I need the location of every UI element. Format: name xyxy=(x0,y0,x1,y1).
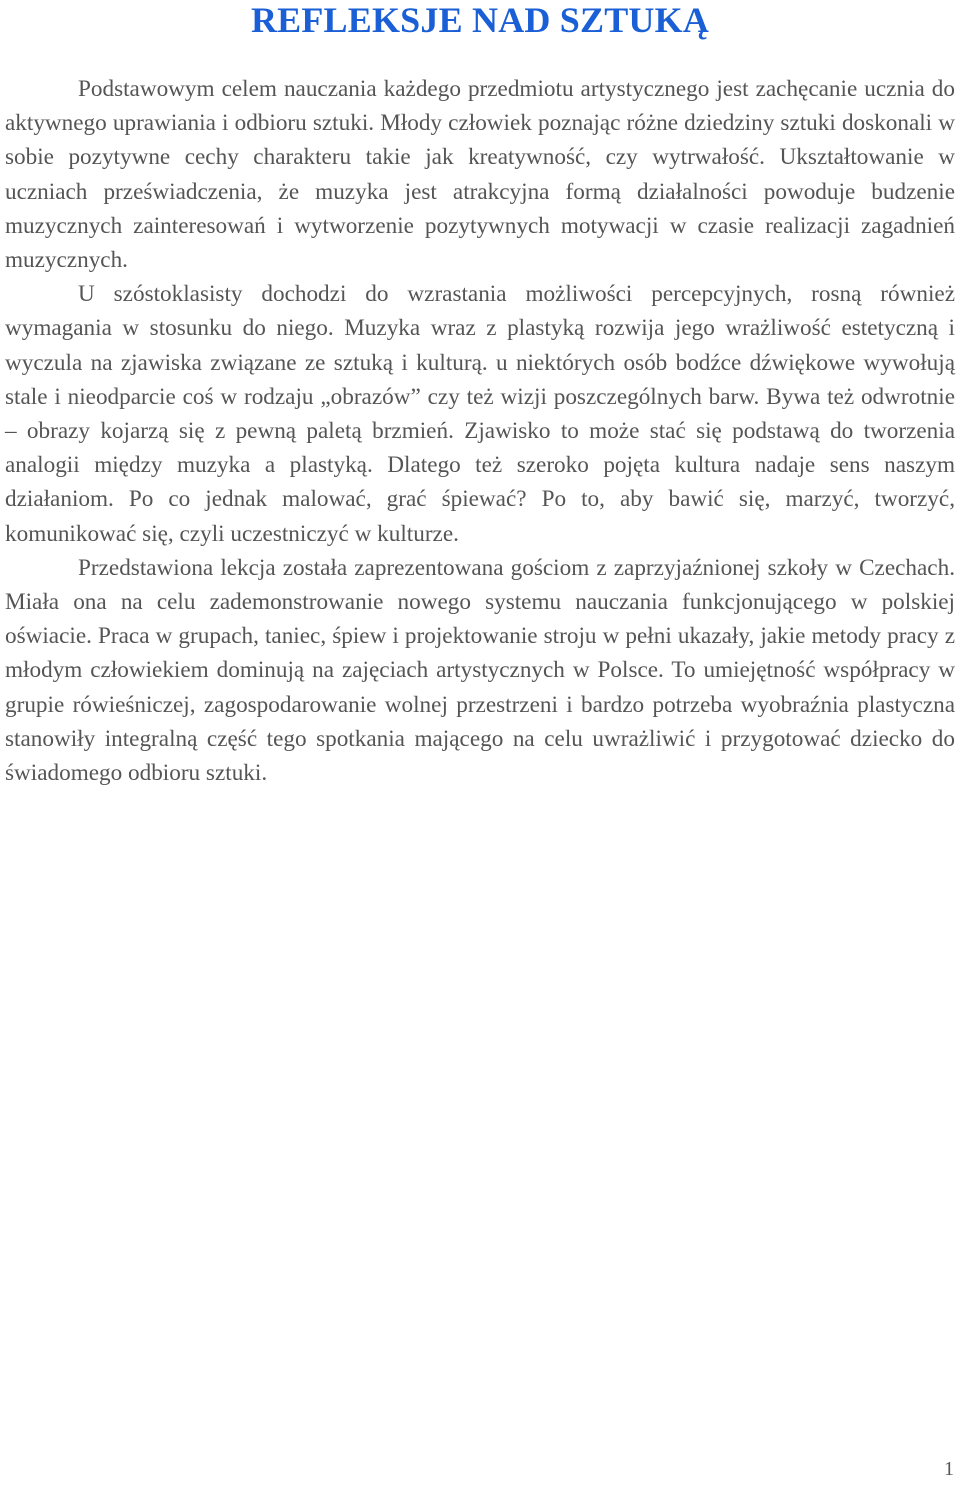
paragraph-2: U szóstoklasisty dochodzi do wzrastania możliwości percepcyjnych, rosną również wymagania w stosunku do niego. Muzyka wraz z plastyką rozwija jego wrażliwość estetyczną i wyczula na zjawiska związane ze sztuką i kulturą. u niektórych osób bodźce dźwiękowe wywołują stale i nieodparcie coś w rodzaju „obrazów” czy też wizji poszczególnych barw. Bywa też odwrotnie – obrazy kojarzą się z pewną paletą brzmień. Zjawisko to może stać się podstawą do tworzenia analogii między muzyka a plastyką. Dlatego też szeroko pojęta kultura nadaje sens naszym działaniom. Po co jednak malować, grać śpiewać? Po to, aby bawić się, marzyć, tworzyć, komunikować się, czyli uczestniczyć w kulturze. xyxy=(5,281,955,547)
paragraph-1: Podstawowym celem nauczania każdego przedmiotu artystycznego jest zachęcanie ucznia do aktywnego uprawiania i odbioru sztuki. Młody człowiek poznając różne dziedziny sztuki doskonali w sobie pozytywne cechy charakteru takie jak kreatywność, czy wytrwałość. Ukształtowanie w uczniach przeświadczenia, że muzyka jest atrakcyjna formą działalności powoduje budzenie muzycznych zainteresowań i wytworzenie pozytywnych motywacji w czasie realizacji zagadnień muzycznych. xyxy=(5,76,955,274)
page-title: REFLEKSJE NAD SZTUKĄ xyxy=(250,0,710,40)
body-text xyxy=(5,72,955,790)
page-number: 1 xyxy=(944,1458,954,1480)
paragraph-3: Przedstawiona lekcja została zaprezentowana gościom z zaprzyjaźnionej szkoły w Czechach. Miała ona na celu zademonstrowanie nowego systemu nauczania funkcjonującego w polskiej oświacie. Praca w grupach, taniec, śpiew i projektowanie stroju w pełni ukazały, jakie metody pracy z młodym człowiekiem dominują na zajęciach artystycznych w Polsce. To umiejętność współpracy w grupie rówieśniczej, zagospodarowanie wolnej przestrzeni i bardzo potrzeba wyobraźnia plastyczna stanowiły integralną część tego spotkania mającego na celu uwrażliwić i przygotować dziecko do świadomego odbioru sztuki. xyxy=(5,554,955,787)
